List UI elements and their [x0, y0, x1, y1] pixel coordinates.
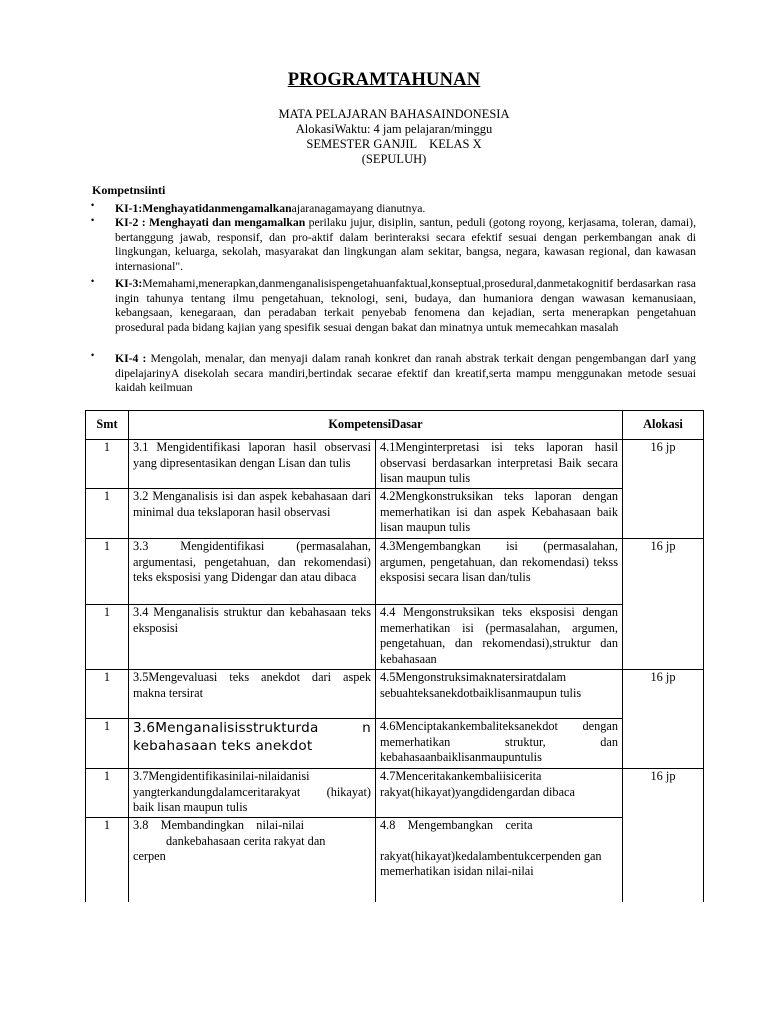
ki-2-item	[115, 216, 696, 274]
kd4-cell: 4.2Mengkonstruksikan teks laporan dengan memerhatikan isi dan aspek Kebahasaan baik lisan maupun tulis	[376, 489, 623, 539]
header-smt: Smt	[86, 411, 129, 440]
kd3-cell: 3.3 Mengidentifikasi (permasalahan, argumentasi, pengetahuan, dan rekomendasi) teks eksposisi yang Didengar dan atau dibaca	[129, 539, 376, 605]
table-row	[86, 818, 704, 902]
alokasi-cell: 16 jp	[623, 769, 704, 902]
table-row	[86, 440, 704, 489]
kd4-cell: 4.3Mengembangkan isi (permasalahan, argumen, pengetahuan, dan rekomendasi) tekss eksposisi secara lisan dan/tulis	[376, 539, 623, 605]
header-kompetensi-dasar: KompetensiDasar	[129, 411, 623, 440]
kd3-cell	[129, 818, 376, 902]
kd3-cell: 3.5Mengevaluasi teks anekdot dari aspek makna tersirat	[129, 670, 376, 719]
table-row	[86, 489, 704, 539]
smt-cell: 1	[86, 670, 129, 719]
smt-cell: 1	[86, 489, 129, 539]
ki-1-item	[115, 202, 696, 217]
subject-line: MATA PELAJARAN BAHASAINDONESIA	[278, 107, 510, 121]
alokasi-cell: 16 jp	[623, 539, 704, 670]
header-alokasi: Alokasi	[623, 411, 704, 440]
kd4-line: rakyat(hikayat)kedalambentukcerpenden gan	[380, 848, 602, 863]
ki-4-label: KI-4 :	[115, 352, 147, 365]
kd3-cell: 3.4 Menganalisis struktur dan kebahasaan teks eksposisi	[129, 605, 376, 670]
ki-1-text: ajaranagamayang dianutnya.	[291, 202, 426, 215]
table-row	[86, 670, 704, 719]
smt-cell: 1	[86, 719, 129, 769]
alokasi-cell: 16 jp	[623, 440, 704, 539]
ki-4-text: Mengolah, menalar, dan menyaji dalam ranah konkret dan ranah abstrak terkait dengan pengembangan darI yang dipelajarinyA disekolah secara mandiri,bertindak secarae efektif dan kreatif,serta mampu menggunakan metode sesuai kaidah keilmuan	[115, 352, 696, 395]
ki-3-item	[115, 277, 696, 335]
smt-cell: 1	[86, 818, 129, 902]
kd4-cell: 4.7Menceritakankembaliisicerita rakyat(hikayat)yangdidengardan dibaca	[376, 769, 623, 818]
ki-2-text: perilaku jujur, disiplin, santun, peduli (gotong royong, kerjasama, toleran, damai), bertanggung jawab, responsif, dan pro-aktif dalam berinteraksi secara efektif sesuai dengan perkembangan anak di lingkungan, keluarga, sekolah, masyarakat dan lingkungan alam sekitar, bangsa, negara, kawasan regional, dan kawasan internasional".	[115, 216, 696, 273]
kd4-cell: 4.6Menciptakankembaliteksanekdot dengan memerhatikan struktur, dan kebahasaanbaiklisanmaupuntulis	[376, 719, 623, 769]
semester-class-line: SEMESTER GANJIL KELAS X	[306, 137, 482, 151]
bullet-icon: •	[91, 350, 95, 360]
smt-cell: 1	[86, 769, 129, 818]
kd3-line: dankebahasaan cerita rakyat dan	[166, 833, 326, 848]
kompetensi-inti-heading: Kompetnsiinti	[92, 183, 166, 197]
kd4-line: 4.8 Mengembangkan cerita	[380, 818, 533, 832]
alokasi-cell: 16 jp	[623, 670, 704, 769]
ki-1-label: KI-1:Menghayatidanmengamalkan	[115, 202, 292, 215]
kd3-cell: 3.7Mengidentifikasinilai-nilaidanisi yangterkandungdalamceritarakyat (hikayat) baik lisan maupun tulis	[129, 769, 376, 818]
smt-cell: 1	[86, 605, 129, 670]
kd4-line: memerhatikan isidan nilai-nilai	[380, 864, 534, 878]
bullet-icon: •	[91, 215, 95, 225]
kompetensi-dasar-table	[85, 410, 704, 902]
kd4-cell: 4.5Mengonstruksimaknatersiratdalam sebuahteksanekdotbaiklisanmaupun tulis	[376, 670, 623, 719]
kd3-cell: 3.2 Menganalisis isi dan aspek kebahasaan dari minimal dua tekslaporan hasil observasi	[129, 489, 376, 539]
table-row	[86, 539, 704, 605]
page-title: PROGRAMTAHUNAN	[287, 70, 481, 90]
smt-cell: 1	[86, 440, 129, 489]
kd4-cell: 4.1Menginterpretasi isi teks laporan hasil observasi berdasarkan interpretasi Baik secara lisan maupun tulis	[376, 440, 623, 489]
bullet-icon: •	[91, 200, 95, 210]
kd4-cell: 4.4 Mengonstruksikan teks eksposisi dengan memerhatikan isi (permasalahan, argumen, pengetahuan, dan rekomendasi),struktur dan kebahasaan	[376, 605, 623, 670]
smt-cell: 1	[86, 539, 129, 605]
table-row	[86, 605, 704, 670]
kd4-cell	[376, 818, 623, 902]
class-word-line: (SEPULUH)	[361, 152, 427, 166]
kd3-cell: 3.1 Mengidentifikasi laporan hasil observasi yang dipresentasikan dengan Lisan dan tulis	[129, 440, 376, 489]
kd3-line: cerpen	[133, 849, 166, 863]
table-row	[86, 769, 704, 818]
ki-3-label: KI-3:	[115, 277, 143, 290]
table-header-row	[86, 411, 704, 440]
ki-3-text: Memahami,menerapkan,danmenganalisispengetahuanfaktual,konseptual,prosedural,danmetakognitif berdasarkan rasa ingin tahunya tentang ilmu pengetahuan, teknologi, seni, budaya, dan humaniora dengan wawasan kemanusiaan, kebangsaan, kenegaraan, dan peradaban terkait penyebab fenomena dan kejadian, serta menerapkan pengetahuan prosedural pada bidang kajian yang spesifik sesuai dengan bakat dan minatnya untuk memecahkan masalah	[115, 277, 696, 334]
table-row	[86, 719, 704, 769]
bullet-icon: •	[91, 276, 95, 286]
document-subheading	[0, 107, 768, 167]
kd3-line: 3.8 Membandingkan nilai-nilai	[133, 818, 305, 832]
time-allocation-line: AlokasiWaktu: 4 jam pelajaran/minggu	[295, 122, 493, 136]
ki-4-item	[115, 352, 696, 396]
kd3-cell: 3.6Menganalisisstrukturda n kebahasaan teks anekdot	[129, 719, 376, 769]
ki-2-label: KI-2 : Menghayati dan mengamalkan	[115, 216, 306, 229]
